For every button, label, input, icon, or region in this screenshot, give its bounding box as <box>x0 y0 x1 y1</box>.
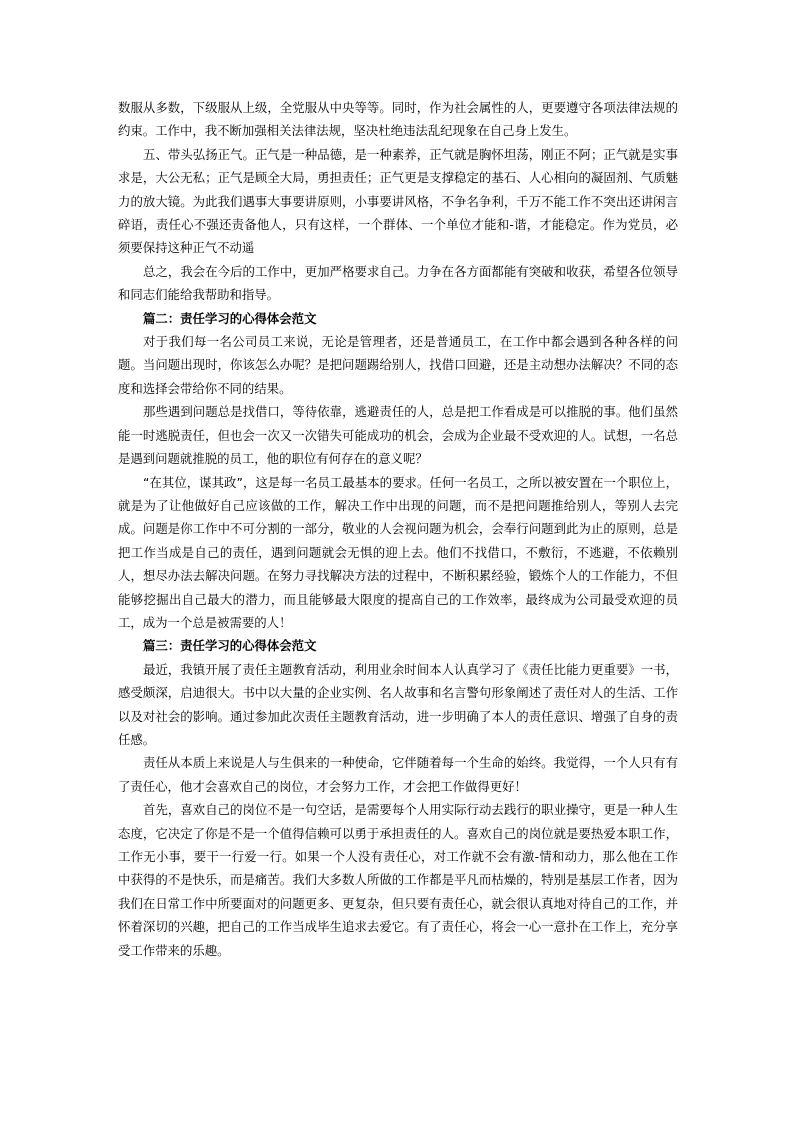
paragraph-in-position: “在其位，谋其政”，这是每一名员工最基本的要求。任何一名员工，之所以被安置在一个职位上，就是为了让他做好自己应该做的工作，解决工作中出现的问题，而不是把问题推给别人，等别人去完成。问题是你工作中不可分割的一部分，敬业的人会视问题为机会，会奉行问题到此为止的原则，总是把工作当成是自己的责任，遇到问题就会无惧的迎上去。他们不找借口，不敷衍，不逃避，不依赖别人，想尽办法去解决问题。在努力寻找解决方法的过程中，不断积累经验，锻炼个人的工作能力，不但能够挖掘出自己最大的潜力，而且能够最大限度的提高自己的工作效率，最终成为公司最受欢迎的员工，成为一个总是被需要的人！ <box>118 474 678 630</box>
paragraph-conclusion: 总之，我会在今后的工作中，更加严格要求自己。力争在各方面都能有突破和收获，希望各位领导和同志们能给我帮助和指导。 <box>118 263 678 303</box>
paragraph-love-your-job: 首先，喜欢自己的岗位不是一句空话，是需要每个人用实际行动去践行的职业操守，更是一种人生态度，它决定了你是不是一个值得信赖可以勇于承担责任的人。喜欢自己的岗位就是要热爱本职工作，工作无小事，要干一行爱一行。如果一个人没有责任心，对工作就不会有激-情和动力，那么他在工作中获得的不是快乐，而是痛苦。我们大多数人所做的工作都是平凡而枯燥的，特别是基层工作者，因为我们在日常工作中所要面对的问题更多、更复杂，但只要有责任心，就会很认真地对待自己的工作，并怀着深切的兴趣，把自己的工作当成毕生追求去爱它。有了责任心，将会一心一意扑在工作上，充分享受工作带来的乐趣。 <box>118 802 678 958</box>
paragraph-law-compliance: 数服从多数，下级服从上级，全党服从中央等等。同时，作为社会属性的人，更要遵守各项法律法规的约束。工作中，我不断加强相关法律法规，坚决杜绝违法乱纪现象在自己身上发生。 <box>118 100 678 139</box>
paragraph-nature-of-responsibility: 责任从本质上来说是人与生俱来的一种使命，它伴随着每一个生命的始终。我觉得，一个人只有有了责任心，他才会喜欢自己的岗位，才会努力工作，才会把工作做得更好！ <box>118 755 678 794</box>
section-heading-part-three: 篇三：责任学习的心得体会范文 <box>143 638 317 654</box>
paragraph-excuses: 那些遇到问题总是找借口，等待依靠，逃避责任的人，总是把工作看成是可以推脱的事。他们虽然能一时逃脱责任，但也会一次又一次错失可能成功的机会，会成为企业最不受欢迎的人。试想，一名总是遇到问题就推脱的员工，他的职位有何存在的意义呢？ <box>118 404 678 467</box>
section-heading-part-two: 篇二：责任学习的心得体会范文 <box>143 310 317 326</box>
paragraph-education-activity: 最近，我镇开展了责任主题教育活动，利用业余时间本人认真学习了《责任比能力更重要》一书，感受颇深，启迪很大。书中以大量的企业实例、名人故事和名言警句形象阐述了责任对人的生活、工作以及对社会的影响。通过参加此次责任主题教育活动，进一步明确了本人的责任意识、增强了自身的责任感。 <box>118 661 678 747</box>
paragraph-uphold-integrity: 五、带头弘扬正气。正气是一种品德，是一种素养，正气就是胸怀坦荡，刚正不阿；正气就是实事求是，大公无私；正气是顾全大局，勇担责任；正气更是支撑稳定的基石、人心相向的凝固剂、气质魅力的放大镜。为此我们遇事大事要讲原则，小事要讲风格，不争名争利，千万不能工作不突出还讲闲言碎语，责任心不强还责备他人，只有这样，一个群体、一个单位才能和-谐，才能稳定。作为党员，必须要保持这种正气不动遥 <box>118 146 678 256</box>
paragraph-facing-problems: 对于我们每一名公司员工来说，无论是管理者，还是普通员工，在工作中都会遇到各种各样的问题。当问题出现时，你该怎么办呢？是把问题踢给别人，找借口回避，还是主动想办法解决？不同的态度和选择会带给你不同的结果。 <box>118 334 678 396</box>
document-body <box>118 96 678 962</box>
